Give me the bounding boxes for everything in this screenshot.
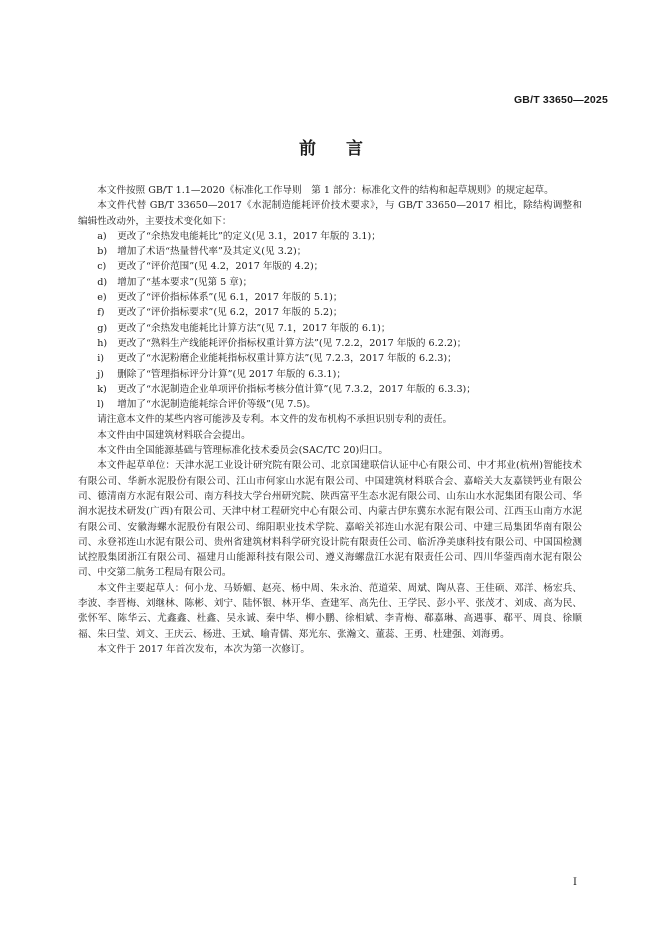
list-text: 更改了“余热发电能耗比”的定义(见 3.1，2017 年版的 3.1)； [117,230,381,242]
list-item [78,321,582,336]
list-text: 更改了“余热发电能耗比计算方法”(见 7.1，2017 年版的 6.1)； [117,322,391,334]
paragraph: 本文件按照 GB/T 1.1—2020《标准化工作导则 第 1 部分：标准化文件的结构和起草规则》的规定起草。 [97,185,554,196]
patent-notice: 请注意本文件的某些内容可能涉及专利。本文件的发布机构不承担识别专利的责任。 [97,414,453,426]
list-label: l) [97,399,104,411]
list-label: h) [97,337,108,349]
list-text: 更改了“评价指标要求”(见 6.2，2017 年版的 5.2)； [117,307,343,319]
list-item [78,275,582,290]
list-label: c) [97,261,107,273]
list-text: 更改了“评价范围”(见 4.2，2017 年版的 4.2)； [117,261,324,273]
list-text: 更改了“水泥粉磨企业能耗指标权重计算方法”(见 7.2.3，2017 年版的 6.2.3)； [117,353,457,365]
list-label: a) [97,230,107,242]
list-label: d) [97,276,108,288]
drafting-organizations: 本文件起草单位：天津水泥工业设计研究院有限公司、北京国建联信认证中心有限公司、中才邦业(杭州)智能技术有限公司、华新水泥股份有限公司、江山市何家山水泥有限公司、中国建筑材料联合会、嘉峪关大友嘉镁钙业有限公司、德清南方水泥有限公司、南方科技大学台州研究院、陕西富平生态水泥有限公司、山东山水水泥集团有限公司、华润水泥技术研发(广西)有限公司、天津中材工程研究中心有限公司、内蒙古伊东冀东水泥有限公司、江西玉山南方水泥有限公司、安徽海螺水泥股份有限公司、绵阳职业技术学院、嘉峪关祁连山水泥有限公司、中建三局集团华南有限公司、永登祁连山水泥有限公司、贵州省建筑材料科学研究设计院有限责任公司、临沂净美康科技有限公司、中国国检测试控股集团浙江有限公司、福建月山能源科技有限公司、遵义海螺盘江水泥有限责任公司、四川华蓥西南水泥有限公司、中交第二航务工程局有限公司。 [78,460,582,579]
foreword-body [78,183,582,657]
list-item [78,290,582,305]
list-text: 增加了术语“热量替代率”及其定义(见 3.2)； [117,246,307,258]
page-title: 前言 [299,139,393,159]
list-text: 增加了“水泥制造能耗综合评价等级”(见 7.5)。 [117,399,316,411]
paragraph: 本文件代替 GB/T 33650—2017《水泥制造能耗评价技术要求》，与 GB/T 33650—2017 相比，除结构调整和编辑性改动外，主要技术变化如下： [78,200,582,227]
list-text: 增加了“基本要求”(见第 5 章)； [117,276,253,288]
list-item [78,259,582,274]
list-label: k) [97,383,107,395]
list-item [78,351,582,366]
change-list [78,229,582,413]
proposer: 本文件由中国建筑材料联合会提出。 [97,429,251,441]
committee: 本文件由全国能源基础与管理标准化技术委员会(SAC/TC 20)归口。 [97,445,388,457]
page-number: I [573,877,577,888]
list-text: 更改了“水泥制造企业单项评价指标考核分值计算”(见 7.3.2，2017 年版的 6.3.3)； [117,383,476,395]
list-label: f) [97,307,105,319]
list-item [78,244,582,259]
list-text: 更改了“熟料生产线能耗评价指标权重计算方法”(见 7.2.2，2017 年版的 6.2.2)； [117,337,467,349]
list-item [78,397,582,412]
list-label: b) [97,246,108,258]
list-item [78,305,582,320]
list-item [78,336,582,351]
publication-history: 本文件于 2017 年首次发布，本次为第一次修订。 [97,643,310,655]
list-label: g) [97,322,108,334]
list-item [78,229,582,244]
list-label: e) [97,292,107,304]
list-text: 更改了“评价指标体系”(见 6.1，2017 年版的 5.1)； [117,292,343,304]
list-item [78,382,582,397]
drafters: 本文件主要起草人：何小龙、马娇媚、赵亮、杨中周、朱永治、范道荣、周斌、陶从喜、王佳硕、邓洋、杨宏兵、李波、李晋梅、刘继林、陈彬、刘宁、陆怀银、林开华、查建军、高先仕、王学民、彭小平、张茂才、刘成、高为民、张怀军、陈华云、尤鑫鑫、杜鑫、吴永诚、秦中华、柳小鹏、徐相斌、李青梅、郗嘉琳、高遇事、郗平、周良、徐顺福、朱曰莹、刘文、王庆云、杨进、王斌、喻青儒、郑光东、张瀚文、董蕊、王勇、杜建强、刘海勇。 [78,582,582,640]
standard-code: GB/T 33650—2025 [513,94,608,106]
list-label: j) [97,368,104,380]
list-label: i) [97,353,104,365]
list-item [78,367,582,382]
list-text: 删除了“管理指标评分计算”(见 2017 年版的 6.3.1)； [117,368,346,380]
